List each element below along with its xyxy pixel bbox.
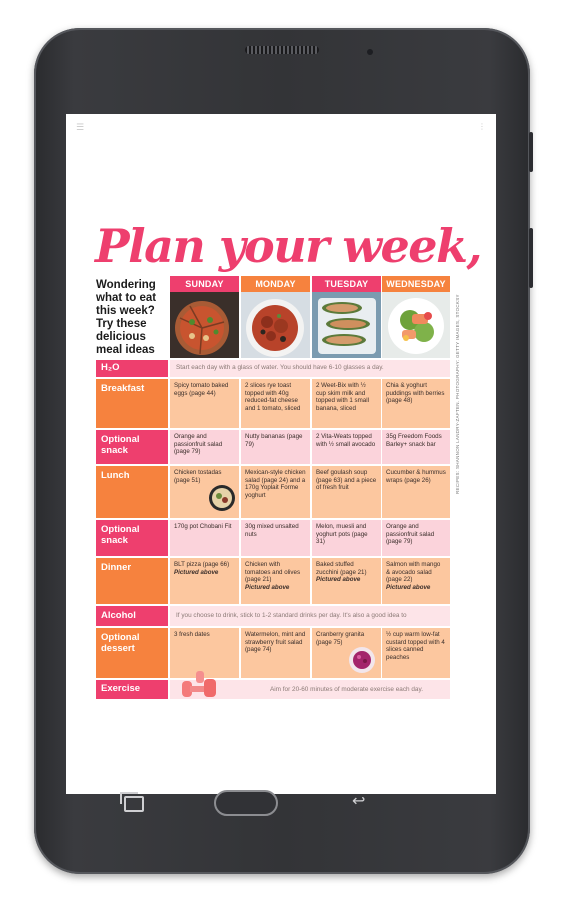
dumbbell-icon: [178, 669, 220, 701]
row-label-snack-2: Optional snack: [96, 520, 168, 556]
row-label-lunch: Lunch: [96, 466, 168, 518]
snack1-sunday: Orange and passionfruit salad (page 79): [170, 430, 239, 464]
breakfast-tuesday: 2 Weet-Bix with ½ cup skim milk and topped with 1 small banana, sliced: [312, 379, 381, 428]
snack2-sunday: 170g pot Chobani Fit: [170, 520, 239, 556]
day-header-wednesday: WEDNESDAY: [382, 276, 450, 292]
lunch-sunday-text: Chicken tostadas (page 51): [174, 469, 222, 484]
recent-apps-icon[interactable]: [124, 796, 144, 812]
dessert-sunday: 3 fresh dates: [170, 628, 239, 678]
more-icon[interactable]: ⋮: [478, 122, 486, 131]
dessert-wednesday: ½ cup warm low-fat custard topped with 4 slices canned peaches: [382, 628, 450, 678]
dinner-monday-note: Pictured above: [245, 583, 290, 591]
dinner-tuesday-text: Baked stuffed zucchini (page 21): [316, 561, 367, 576]
front-camera: [367, 49, 373, 55]
dinner-monday-text: Chicken with tomatoes and olives (page 21): [245, 561, 301, 583]
pizza-photo: [170, 292, 239, 358]
breakfast-sunday: Spicy tomato baked eggs (page 44): [170, 379, 239, 428]
dessert-tuesday-text: Cranberry granita (page 75): [316, 631, 365, 646]
menu-icon[interactable]: ☰: [76, 122, 85, 132]
dinner-sunday: [170, 558, 239, 604]
power-button[interactable]: [529, 132, 533, 172]
snack2-wednesday: Orange and passionfruit salad (page 79): [382, 520, 450, 556]
lunch-monday: Mexican-style chicken salad (page 24) and a 170g Yoplait Forme yoghurt: [241, 466, 310, 518]
volume-button[interactable]: [529, 228, 533, 288]
page-title: Plan your week,: [95, 219, 481, 273]
breakfast-wednesday: Chia & yoghurt puddings with berries (page 48): [382, 379, 450, 428]
day-header-monday: MONDAY: [241, 276, 310, 292]
screen: [66, 114, 496, 794]
snack1-tuesday: 2 Vita-Weats topped with ½ small avocado: [312, 430, 381, 464]
h2o-text: Start each day with a glass of water. You should have 6-10 glasses a day.: [170, 360, 450, 377]
dessert-tuesday: [312, 628, 381, 678]
row-label-alcohol: Alcohol: [96, 606, 168, 626]
chicken-photo: [241, 292, 310, 358]
snack2-tuesday: Melon, muesli and yoghurt pots (page 31): [312, 520, 381, 556]
snack2-monday: 30g mixed unsalted nuts: [241, 520, 310, 556]
speaker-grille: [245, 46, 319, 54]
lunch-tuesday: Beef goulash soup (page 63) and a piece of fresh fruit: [312, 466, 381, 518]
dinner-wednesday: [382, 558, 450, 604]
row-label-snack: Optional snack: [96, 430, 168, 464]
row-label-h2o: H₂O: [96, 360, 168, 377]
dinner-monday: [241, 558, 310, 604]
row-label-dinner: Dinner: [96, 558, 168, 604]
snack1-wednesday: 35g Freedom Foods Barley+ snack bar: [382, 430, 450, 464]
tablet-device: [34, 28, 530, 874]
day-header-sunday: SUNDAY: [170, 276, 239, 292]
home-button[interactable]: [214, 790, 278, 816]
intro-text: Wondering what to eat this week? Try these delicious meal ideas: [96, 279, 157, 356]
row-label-breakfast: Breakfast: [96, 379, 168, 428]
lunch-wednesday: Cucumber & hummus wraps (page 26): [382, 466, 450, 518]
breakfast-monday: 2 slices rye toast topped with 40g reduced-fat cheese and 1 tomato, sliced: [241, 379, 310, 428]
dessert-monday: Watermelon, mint and strawberry fruit salad (page 74): [241, 628, 310, 678]
row-label-exercise: Exercise: [96, 680, 168, 699]
exercise-text: Aim for 20-60 minutes of moderate exercise each day.: [170, 680, 450, 699]
alcohol-text: If you choose to drink, stick to 1-2 standard drinks per day. It's also a good idea to: [170, 606, 450, 626]
lunch-sunday: [170, 466, 239, 518]
day-header-tuesday: TUESDAY: [312, 276, 381, 292]
photo-credit: RECIPES: SHANNON LANDRY-ZAFTEN. PHOTOGRAPHY: GETTY IMAGES, STOCKSY: [455, 294, 460, 494]
row-label-dessert: Optional dessert: [96, 628, 168, 678]
dinner-wednesday-text: Salmon with mango & avocado salad (page 22): [386, 561, 441, 583]
dinner-sunday-text: BLT pizza (page 66): [174, 561, 230, 568]
granita-photo: [348, 646, 376, 674]
tostada-photo: [208, 483, 236, 513]
back-icon[interactable]: ↩: [352, 791, 366, 810]
snack1-monday: Nutty bananas (page 79): [241, 430, 310, 464]
salmon-salad-photo: [382, 292, 450, 358]
dinner-wednesday-note: Pictured above: [386, 583, 431, 591]
dinner-tuesday-note: Pictured above: [316, 576, 361, 583]
dinner-tuesday: [312, 558, 381, 604]
dinner-sunday-note: Pictured above: [174, 568, 219, 576]
zucchini-photo: [312, 292, 381, 358]
